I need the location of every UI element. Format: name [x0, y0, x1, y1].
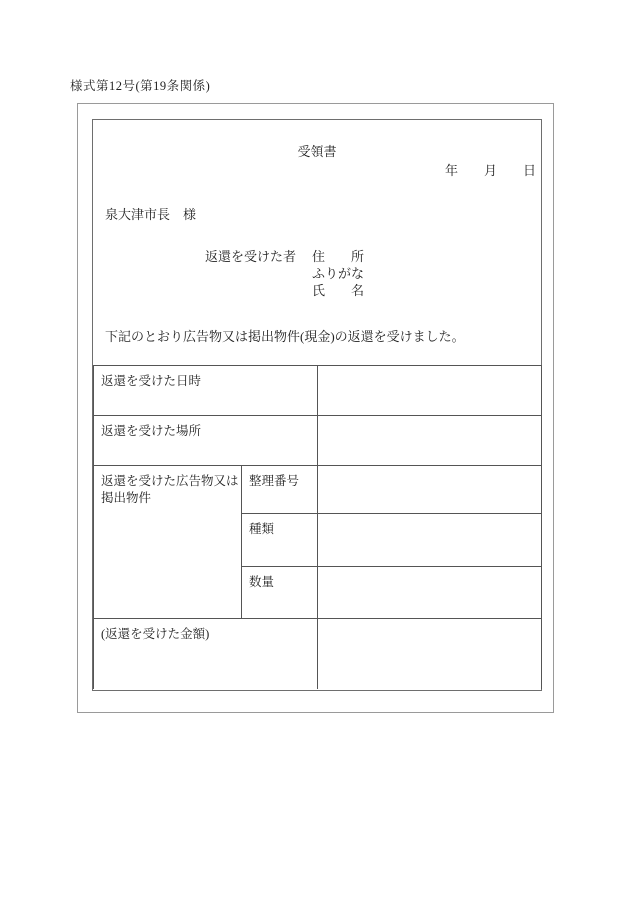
inner-border-frame [92, 119, 542, 691]
cell-place-value [318, 416, 542, 466]
table-row [94, 366, 542, 416]
cell-type-value [318, 514, 542, 567]
statement-line: 下記のとおり広告物又は掲出物件(現金)の返還を受けました。 [105, 329, 465, 344]
cell-type-label: 種類 [242, 514, 318, 567]
date-line: 年 月 日 [444, 163, 536, 178]
cell-place-label: 返還を受けた場所 [94, 416, 318, 466]
cell-refnumber-value [318, 466, 542, 514]
document-title: 受領書 [297, 144, 337, 159]
table-row [94, 466, 542, 514]
recipient-label: 返還を受けた者 [205, 249, 297, 264]
cell-quantity-value [318, 567, 542, 619]
recipient-field-name: 氏 名 [312, 283, 365, 298]
recipient-field-furigana: ふりがな [312, 266, 365, 281]
table-row [94, 619, 542, 689]
cell-amount-label: (返還を受けた金額) [94, 619, 318, 689]
cell-refnumber-label: 整理番号 [242, 466, 318, 514]
recipient-field-address: 住 所 [312, 249, 365, 264]
recipient-block [205, 248, 364, 299]
cell-datetime-label: 返還を受けた日時 [94, 366, 318, 416]
table-row [94, 416, 542, 466]
addressee-line: 泉大津市長 様 [105, 207, 197, 222]
cell-quantity-label: 数量 [242, 567, 318, 619]
cell-amount-value [318, 619, 542, 689]
form-number-caption: 様式第12号(第19条関係) [70, 79, 211, 93]
form-table [93, 365, 542, 689]
cell-datetime-value [318, 366, 542, 416]
recipient-fields [312, 248, 364, 299]
cell-item-label: 返還を受けた広告物又は掲出物件 [94, 466, 242, 619]
